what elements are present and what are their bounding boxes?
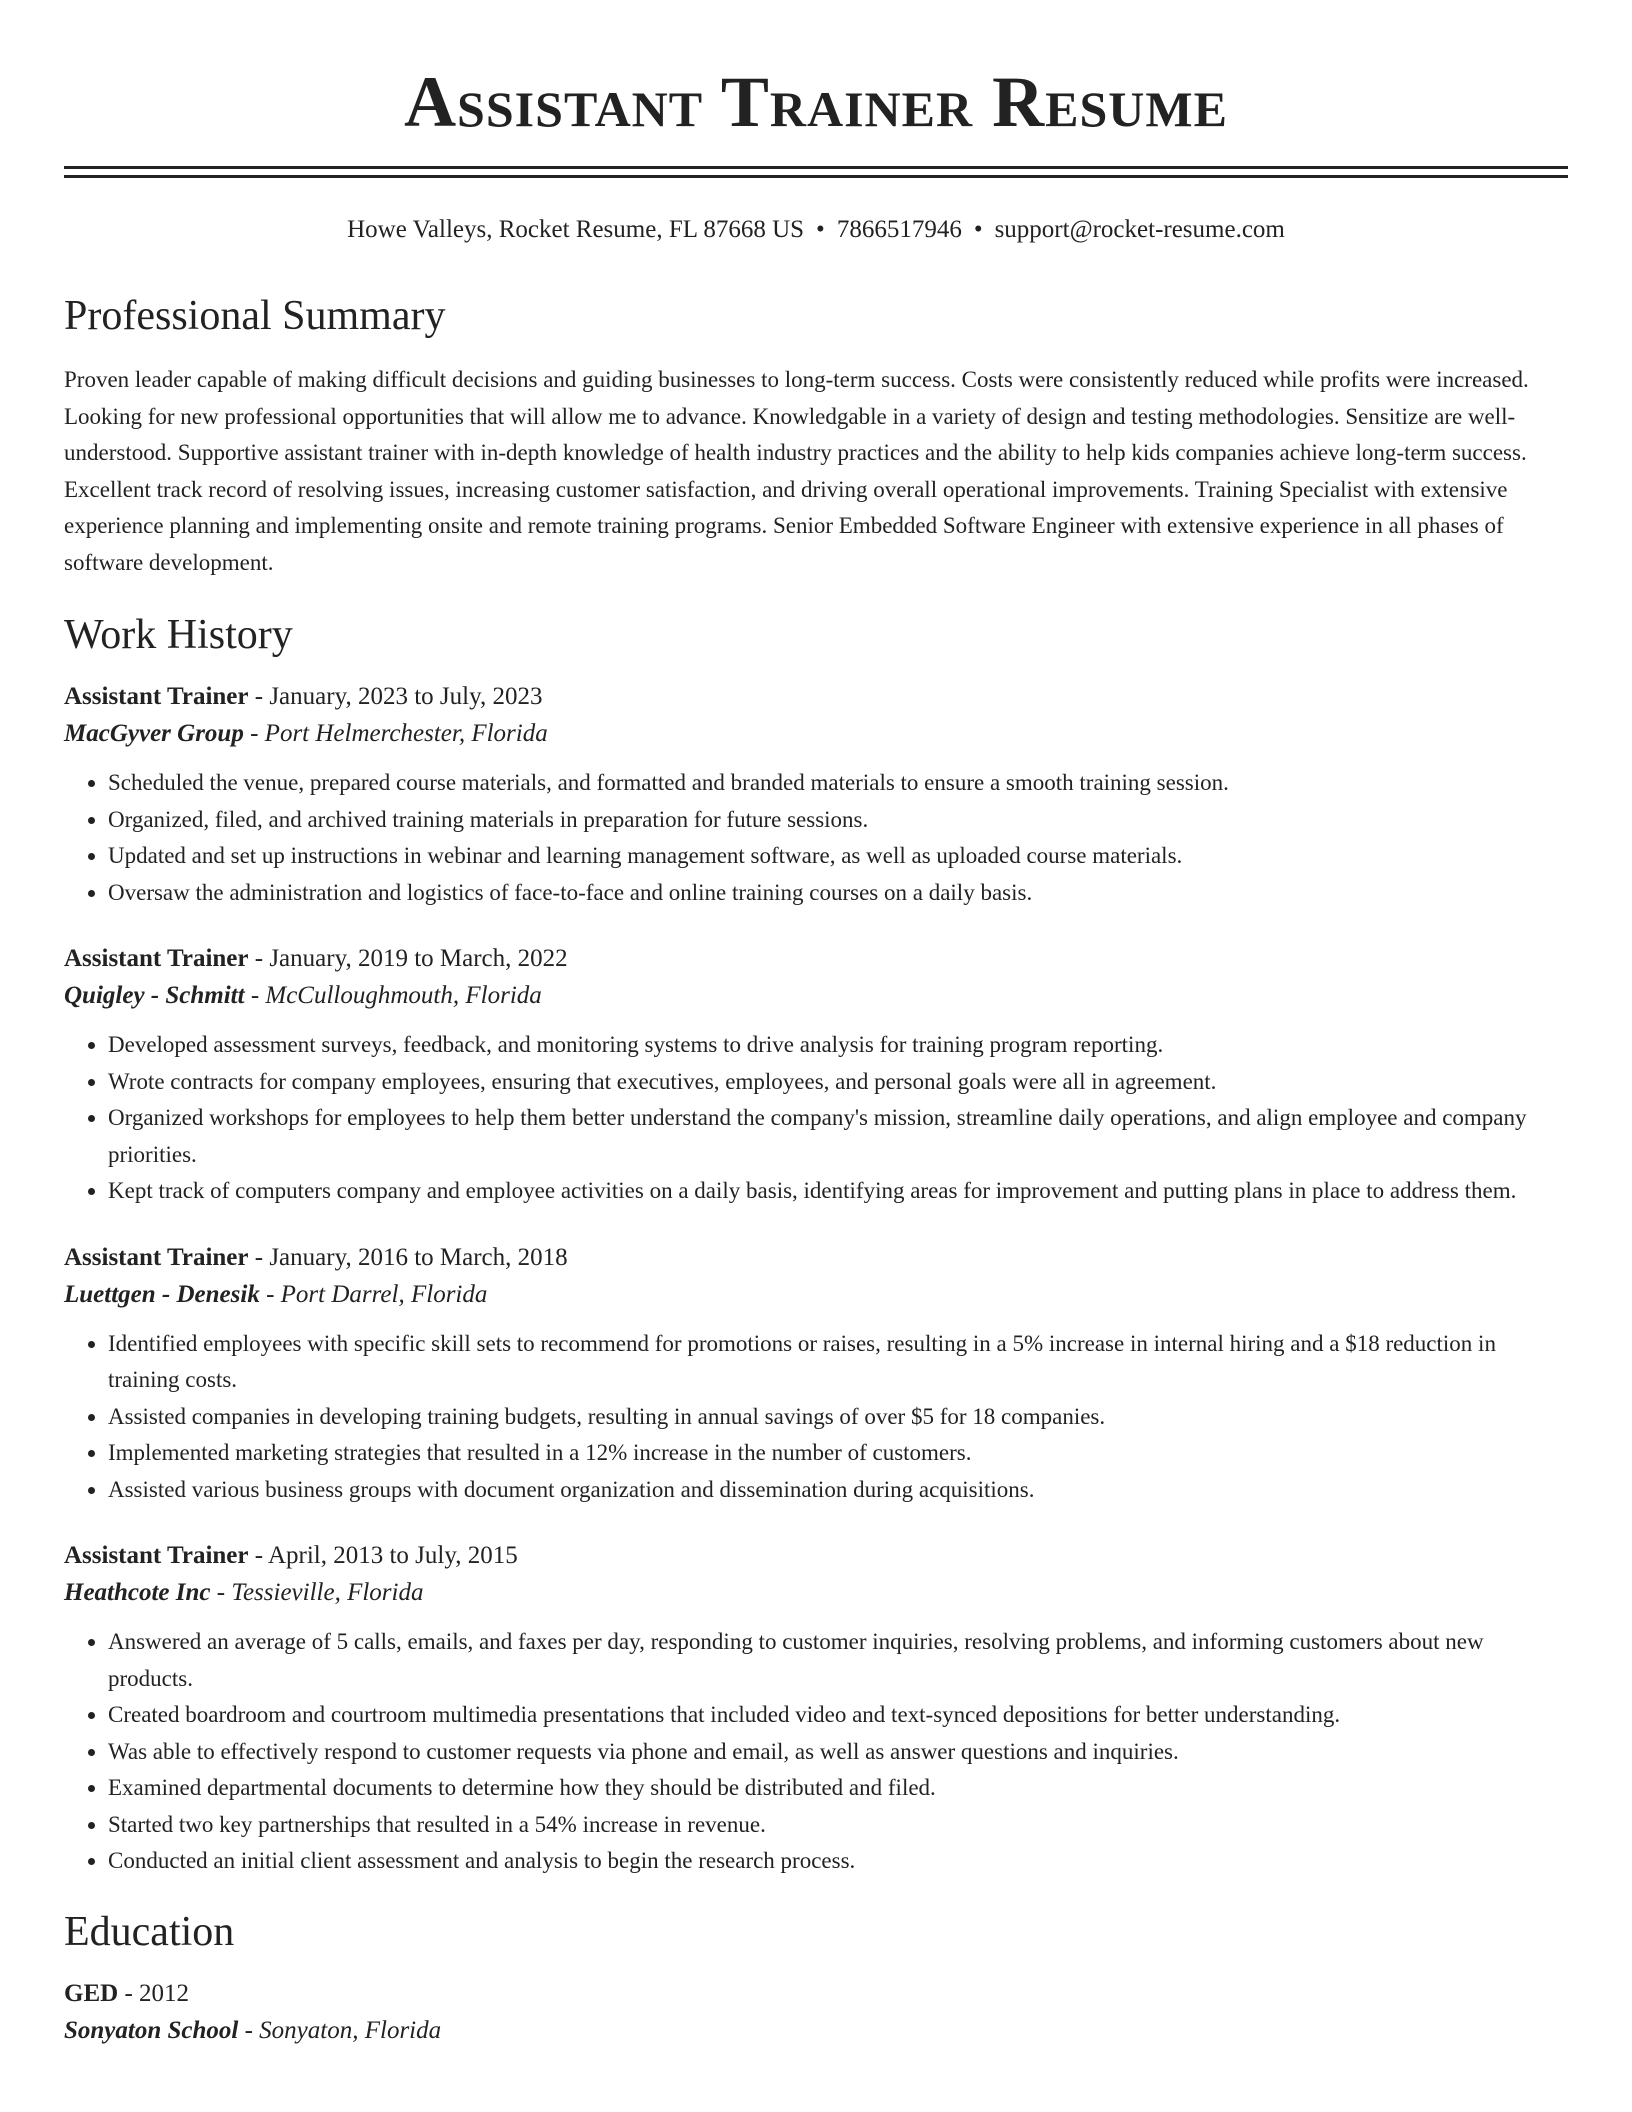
job-header xyxy=(64,1240,1568,1276)
summary-heading: Professional Summary xyxy=(64,293,446,339)
job-header xyxy=(64,941,1568,977)
contact-separator: • xyxy=(973,216,983,243)
resume-title: Assistant Trainer Resume xyxy=(404,62,1228,142)
job-bullet: • Kept track of computers company and employee activities on a daily basis, identifying areas for improvement and putting plans in place to address them. xyxy=(108,1173,1568,1210)
summary-text: Proven leader capable of making difficult decisions and guiding businesses to long-term success. Costs were consistently reduced while profits were increased. Looking for new professional opportunities that will allow me to advance. Knowledgable in a variety of design and testing methodologies. Sensitize are well-understood. Supportive assistant trainer with in-depth knowledge of health industry practices and the ability to help kids companies achieve long-term success. Excellent track record of resolving issues, increasing customer satisfaction, and driving overall operational improvements. Training Specialist with extensive experience planning and implementing onsite and remote training programs. Senior Embedded Software Engineer with extensive experience in all phases of software development. xyxy=(64,367,1529,575)
job-company-line xyxy=(64,1574,1568,1612)
job-company: MacGyver Group xyxy=(64,720,244,747)
job-bullet: • Identified employees with specific skill sets to recommend for promotions or raises, resulting in a 5% increase in internal hiring and a $18 reduction in training costs. xyxy=(108,1326,1568,1399)
job-bullet: • Updated and set up instructions in webinar and learning management software, as well as uploaded course materials. xyxy=(108,838,1568,875)
job-entry xyxy=(64,1240,1568,1509)
work-history-list xyxy=(64,679,1568,1880)
job-dates: - January, 2019 to March, 2022 xyxy=(248,945,568,972)
job-bullet: • Was able to effectively respond to customer requests via phone and email, as well as answer questions and inquiries. xyxy=(108,1734,1568,1771)
job-location: - Port Helmerchester, Florida xyxy=(243,720,548,747)
job-bullets xyxy=(64,1326,1568,1509)
contact-phone: 7866517946 xyxy=(836,216,962,243)
job-bullet: • Implemented marketing strategies that resulted in a 12% increase in the number of customers. xyxy=(108,1435,1568,1472)
job-location: - Port Darrel, Florida xyxy=(259,1280,488,1308)
job-bullet: • Developed assessment surveys, feedback, and monitoring systems to drive analysis for training program reporting. xyxy=(108,1027,1568,1064)
job-company-line xyxy=(64,977,1568,1015)
education-heading: Education xyxy=(64,1908,235,1955)
contact-separator: • xyxy=(816,216,825,243)
job-bullets xyxy=(64,1027,1568,1210)
title-divider-bottom xyxy=(64,175,1568,178)
contact-email: support@rocket-resume.com xyxy=(994,216,1285,243)
work-history-heading: Work History xyxy=(64,612,293,658)
job-bullet: • Scheduled the venue, prepared course materials, and formatted and branded materials to ensure a smooth training session. xyxy=(108,765,1568,802)
contact-line xyxy=(64,214,1568,246)
education-entry xyxy=(64,1976,1568,2050)
job-location: - Tessieville, Florida xyxy=(210,1579,424,1606)
job-header xyxy=(64,1538,1568,1574)
job-bullet: • Wrote contracts for company employees, ensuring that executives, employees, and personal goals were all in agreement. xyxy=(108,1064,1568,1101)
education-degree: GED xyxy=(64,1979,119,2007)
job-role: Assistant Trainer xyxy=(64,683,249,710)
job-company-line xyxy=(64,715,1568,753)
education-school-line xyxy=(64,2012,1568,2050)
job-bullet: • Assisted companies in developing training budgets, resulting in annual savings of over $5 for 18 companies. xyxy=(108,1399,1568,1436)
job-dates: - January, 2016 to March, 2018 xyxy=(248,1243,568,1271)
job-role: Assistant Trainer xyxy=(64,1243,249,1271)
job-header xyxy=(64,679,1568,715)
job-bullet: • Organized, filed, and archived training materials in preparation for future sessions. xyxy=(108,802,1568,839)
job-bullet: • Oversaw the administration and logistics of face-to-face and online training courses on a daily basis. xyxy=(108,875,1568,912)
contact-address: Howe Valleys, Rocket Resume, FL 87668 US xyxy=(347,216,805,243)
job-bullet: • Answered an average of 5 calls, emails, and faxes per day, responding to customer inquiries, resolving problems, and informing customers about new products. xyxy=(108,1624,1568,1697)
job-bullet: • Started two key partnerships that resulted in a 54% increase in revenue. xyxy=(108,1807,1568,1844)
job-company: Quigley - Schmitt xyxy=(64,982,245,1009)
job-bullet: • Assisted various business groups with document organization and dissemination during acquisitions. xyxy=(108,1472,1568,1509)
job-entry xyxy=(64,679,1568,911)
job-bullet: • Created boardroom and courtroom multimedia presentations that included video and text-synced depositions for better understanding. xyxy=(108,1697,1568,1734)
job-dates: - April, 2013 to July, 2015 xyxy=(248,1542,518,1569)
job-entry xyxy=(64,941,1568,1210)
education-school: Sonyaton School xyxy=(64,2016,239,2044)
job-dates: - January, 2023 to July, 2023 xyxy=(248,683,543,710)
job-company-line xyxy=(64,1276,1568,1314)
job-entry xyxy=(64,1538,1568,1880)
job-role: Assistant Trainer xyxy=(64,945,249,972)
job-bullets xyxy=(64,765,1568,911)
job-role: Assistant Trainer xyxy=(64,1542,249,1569)
job-location: - McCulloughmouth, Florida xyxy=(244,982,542,1009)
education-year: - 2012 xyxy=(118,1979,190,2007)
job-bullet: • Examined departmental documents to determine how they should be distributed and filed. xyxy=(108,1770,1568,1807)
job-bullet: • Conducted an initial client assessment and analysis to begin the research process. xyxy=(108,1843,1568,1880)
job-company: Luettgen - Denesik xyxy=(64,1280,260,1308)
job-bullet: • Organized workshops for employees to help them better understand the company's mission, streamline daily operations, and align employee and company priorities. xyxy=(108,1100,1568,1173)
job-bullets xyxy=(64,1624,1568,1880)
education-location: - Sonyaton, Florida xyxy=(238,2016,442,2044)
education-header xyxy=(64,1976,1568,2012)
job-company: Heathcote Inc xyxy=(64,1579,211,1606)
title-divider-top xyxy=(64,166,1568,169)
